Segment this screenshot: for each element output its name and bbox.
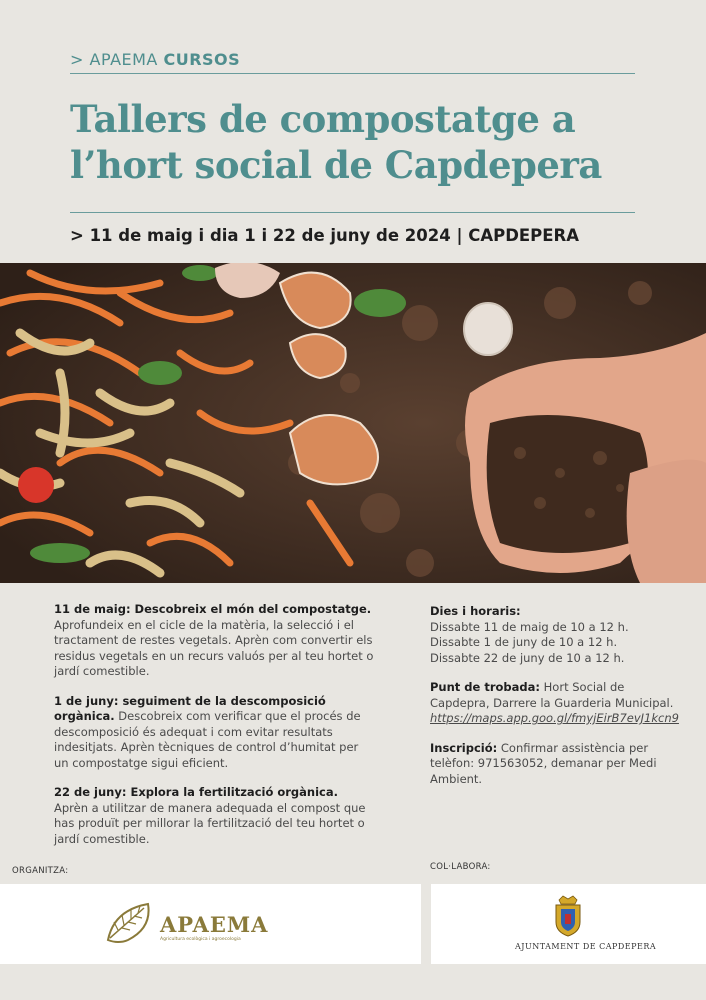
- session-description: Aprèn a utilitzar de manera adequada el compost que has produït per millorar la fertilització del teu hortet o jardí comestible.: [54, 800, 366, 846]
- session-heading: 22 de juny: Explora la fertilització orgànica.: [54, 785, 338, 799]
- session-description: Aprofundeix en el cicle de la matèria, la selecció i el tractament de restes vegetals. Aprèn com convertir els residus vegetals en un recurs valuós per al teu hortet o jardí comestible.: [54, 617, 374, 678]
- session-description: Descobreix com verificar que el procés de descomposició és adequat i com evitar resultats indesitjats. Aprèn tècniques de control d’humitat per un compostatge sigui eficient.: [54, 709, 361, 770]
- capdepera-coat-of-arms-icon: [551, 894, 585, 938]
- ajuntament-logo-text: AJUNTAMENT DE CAPDEPERA: [515, 942, 657, 951]
- page-title: [70, 96, 670, 188]
- meeting-place: Hort Social de Capdepra, Darrere la Guarderia Municipal.: [430, 680, 674, 710]
- schedule-block: [430, 604, 680, 666]
- organizer-logo-box: [0, 884, 421, 964]
- apaema-tagline: Agricultura ecològica i agroecologia: [160, 937, 241, 942]
- schedule-label: Dies i horaris:: [430, 604, 521, 618]
- info-column: [430, 604, 680, 801]
- apaema-leaf-icon: [104, 900, 158, 946]
- session-item: [54, 785, 374, 847]
- meeting-label: Punt de trobada:: [430, 680, 540, 694]
- title-divider: [70, 212, 635, 213]
- session-heading: 11 de maig: Descobreix el món del compostatge.: [54, 602, 372, 616]
- collaborator-logo-box: [431, 884, 706, 964]
- collabora-label: COL·LABORA:: [430, 862, 491, 872]
- top-divider: [70, 73, 635, 74]
- sessions-column: [54, 602, 374, 861]
- meeting-block: [430, 680, 680, 727]
- kicker-section: CURSOS: [163, 50, 241, 69]
- title-line-2: l’hort social de Capdepera: [70, 143, 602, 187]
- kicker-prefix: > APAEMA: [70, 50, 158, 69]
- session-item: [54, 694, 374, 772]
- event-dateline: > 11 de maig i dia 1 i 22 de juny de 2024 | CAPDEPERA: [70, 226, 579, 245]
- organiza-label: ORGANITZA:: [12, 866, 69, 876]
- session-item: [54, 602, 374, 680]
- section-kicker: [70, 50, 240, 69]
- apaema-logo-text: APAEMA: [160, 912, 269, 937]
- map-link[interactable]: https://maps.app.goo.gl/fmyjEirB7evJ1kcn9: [430, 711, 679, 725]
- title-line-1: Tallers de compostatge a: [70, 97, 576, 141]
- session-heading: 1 de juny: seguiment de la descomposició orgànica.: [54, 693, 326, 723]
- signup-text: Confirmar assistència per telèfon: 971563052, demanar per Medi Ambient.: [430, 740, 657, 786]
- signup-block: [430, 741, 680, 788]
- signup-label: Inscripció:: [430, 740, 498, 755]
- schedule-item: Dissabte 1 de juny de 10 a 12 h.: [430, 635, 618, 649]
- schedule-item: Dissabte 22 de juny de 10 a 12 h.: [430, 650, 625, 665]
- compost-photo: [0, 263, 706, 583]
- schedule-item: Dissabte 11 de maig de 10 a 12 h.: [430, 619, 629, 634]
